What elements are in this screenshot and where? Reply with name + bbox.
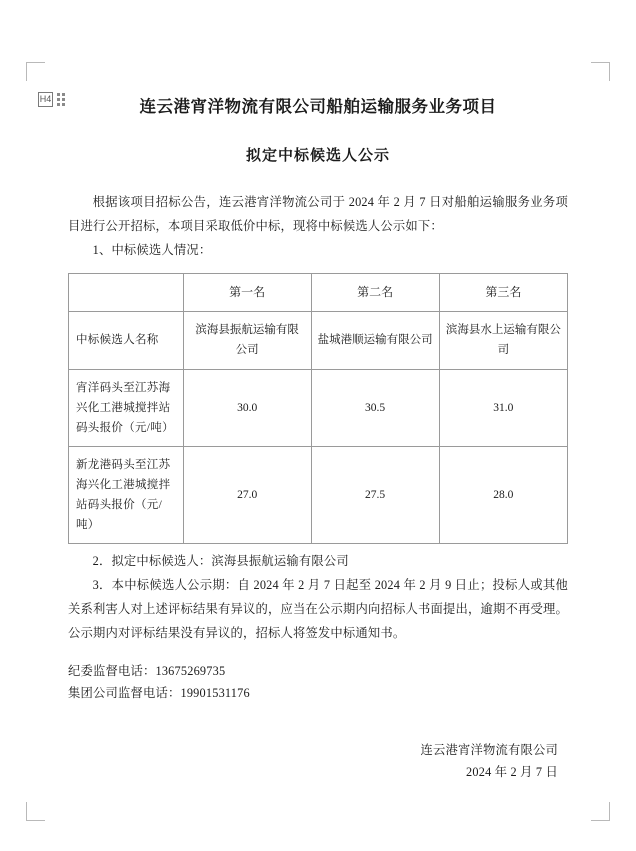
bid-candidates-table xyxy=(68,273,568,544)
crop-mark-top-right xyxy=(591,62,610,81)
crop-mark-bottom-right xyxy=(591,802,610,821)
table-header-cell-2: 第二名 xyxy=(311,274,439,312)
page-title: 连云港宵洋物流有限公司船舶运输服务业务项目 xyxy=(139,97,497,116)
table-cell: 滨海县水上运输有限公司 xyxy=(439,312,567,369)
group-phone: 集团公司监督电话：19901531176 xyxy=(68,686,250,701)
table-cell: 27.5 xyxy=(311,446,439,544)
page-subtitle: 拟定中标候选人公示 xyxy=(245,148,390,165)
table-row xyxy=(69,312,568,369)
contact-block xyxy=(68,660,568,704)
crop-mark-top-left xyxy=(26,62,45,81)
grid-dots-icon xyxy=(57,93,65,106)
table-cell: 30.0 xyxy=(183,369,311,446)
table-cell: 滨海县振航运输有限公司 xyxy=(183,312,311,369)
table-row-label: 新龙港码头至江苏海兴化工港城搅拌站码头报价（元/吨） xyxy=(69,446,184,544)
discipline-phone: 纪委监督电话：13675269735 xyxy=(68,664,226,679)
note-3: 3．本中标候选人公示期：自 2024 年 2 月 7 日起至 2024 年 2 月 9 日止；投标人或其他关系利害人对上述评标结果有异议的，应当在公示期内向招标人书面提出，逾期不再受理。公示期内对评标结果没有异议的，招标人将签发中标通知书。 xyxy=(68,578,568,641)
table-row xyxy=(69,446,568,544)
document-sheet xyxy=(68,70,568,784)
crop-mark-bottom-left xyxy=(26,802,45,821)
sign-date: 2024 年 2 月 7 日 xyxy=(466,765,558,780)
note-2: 2．拟定中标候选人：滨海县振航运输有限公司 xyxy=(92,554,349,569)
intro-paragraph: 根据该项目招标公告，连云港宵洋物流公司于 2024 年 2 月 7 日对船舶运输服务业务项目进行公开招标，本项目采取低价中标，现将中标候选人公示如下： xyxy=(68,195,568,234)
table-row xyxy=(69,369,568,446)
table-cell: 盐城港顺运输有限公司 xyxy=(311,312,439,369)
table-row-label: 宵洋码头至江苏海兴化工港城搅拌站码头报价（元/吨） xyxy=(69,369,184,446)
section-1-heading: 1、中标候选人情况： xyxy=(92,243,212,258)
table-cell: 28.0 xyxy=(439,446,567,544)
table-row-label: 中标候选人名称 xyxy=(69,312,184,369)
table-cell: 27.0 xyxy=(183,446,311,544)
table-header-cell-3: 第三名 xyxy=(439,274,567,312)
table-cell: 31.0 xyxy=(439,369,567,446)
table-header-cell-0 xyxy=(69,274,184,312)
signer-name: 连云港宵洋物流有限公司 xyxy=(420,742,558,757)
table-cell: 30.5 xyxy=(311,369,439,446)
table-header-row xyxy=(69,274,568,312)
page-marker xyxy=(38,92,65,107)
page-marker-label: H4 xyxy=(38,92,53,107)
table-header-cell-1: 第一名 xyxy=(183,274,311,312)
signature-block xyxy=(68,739,568,784)
